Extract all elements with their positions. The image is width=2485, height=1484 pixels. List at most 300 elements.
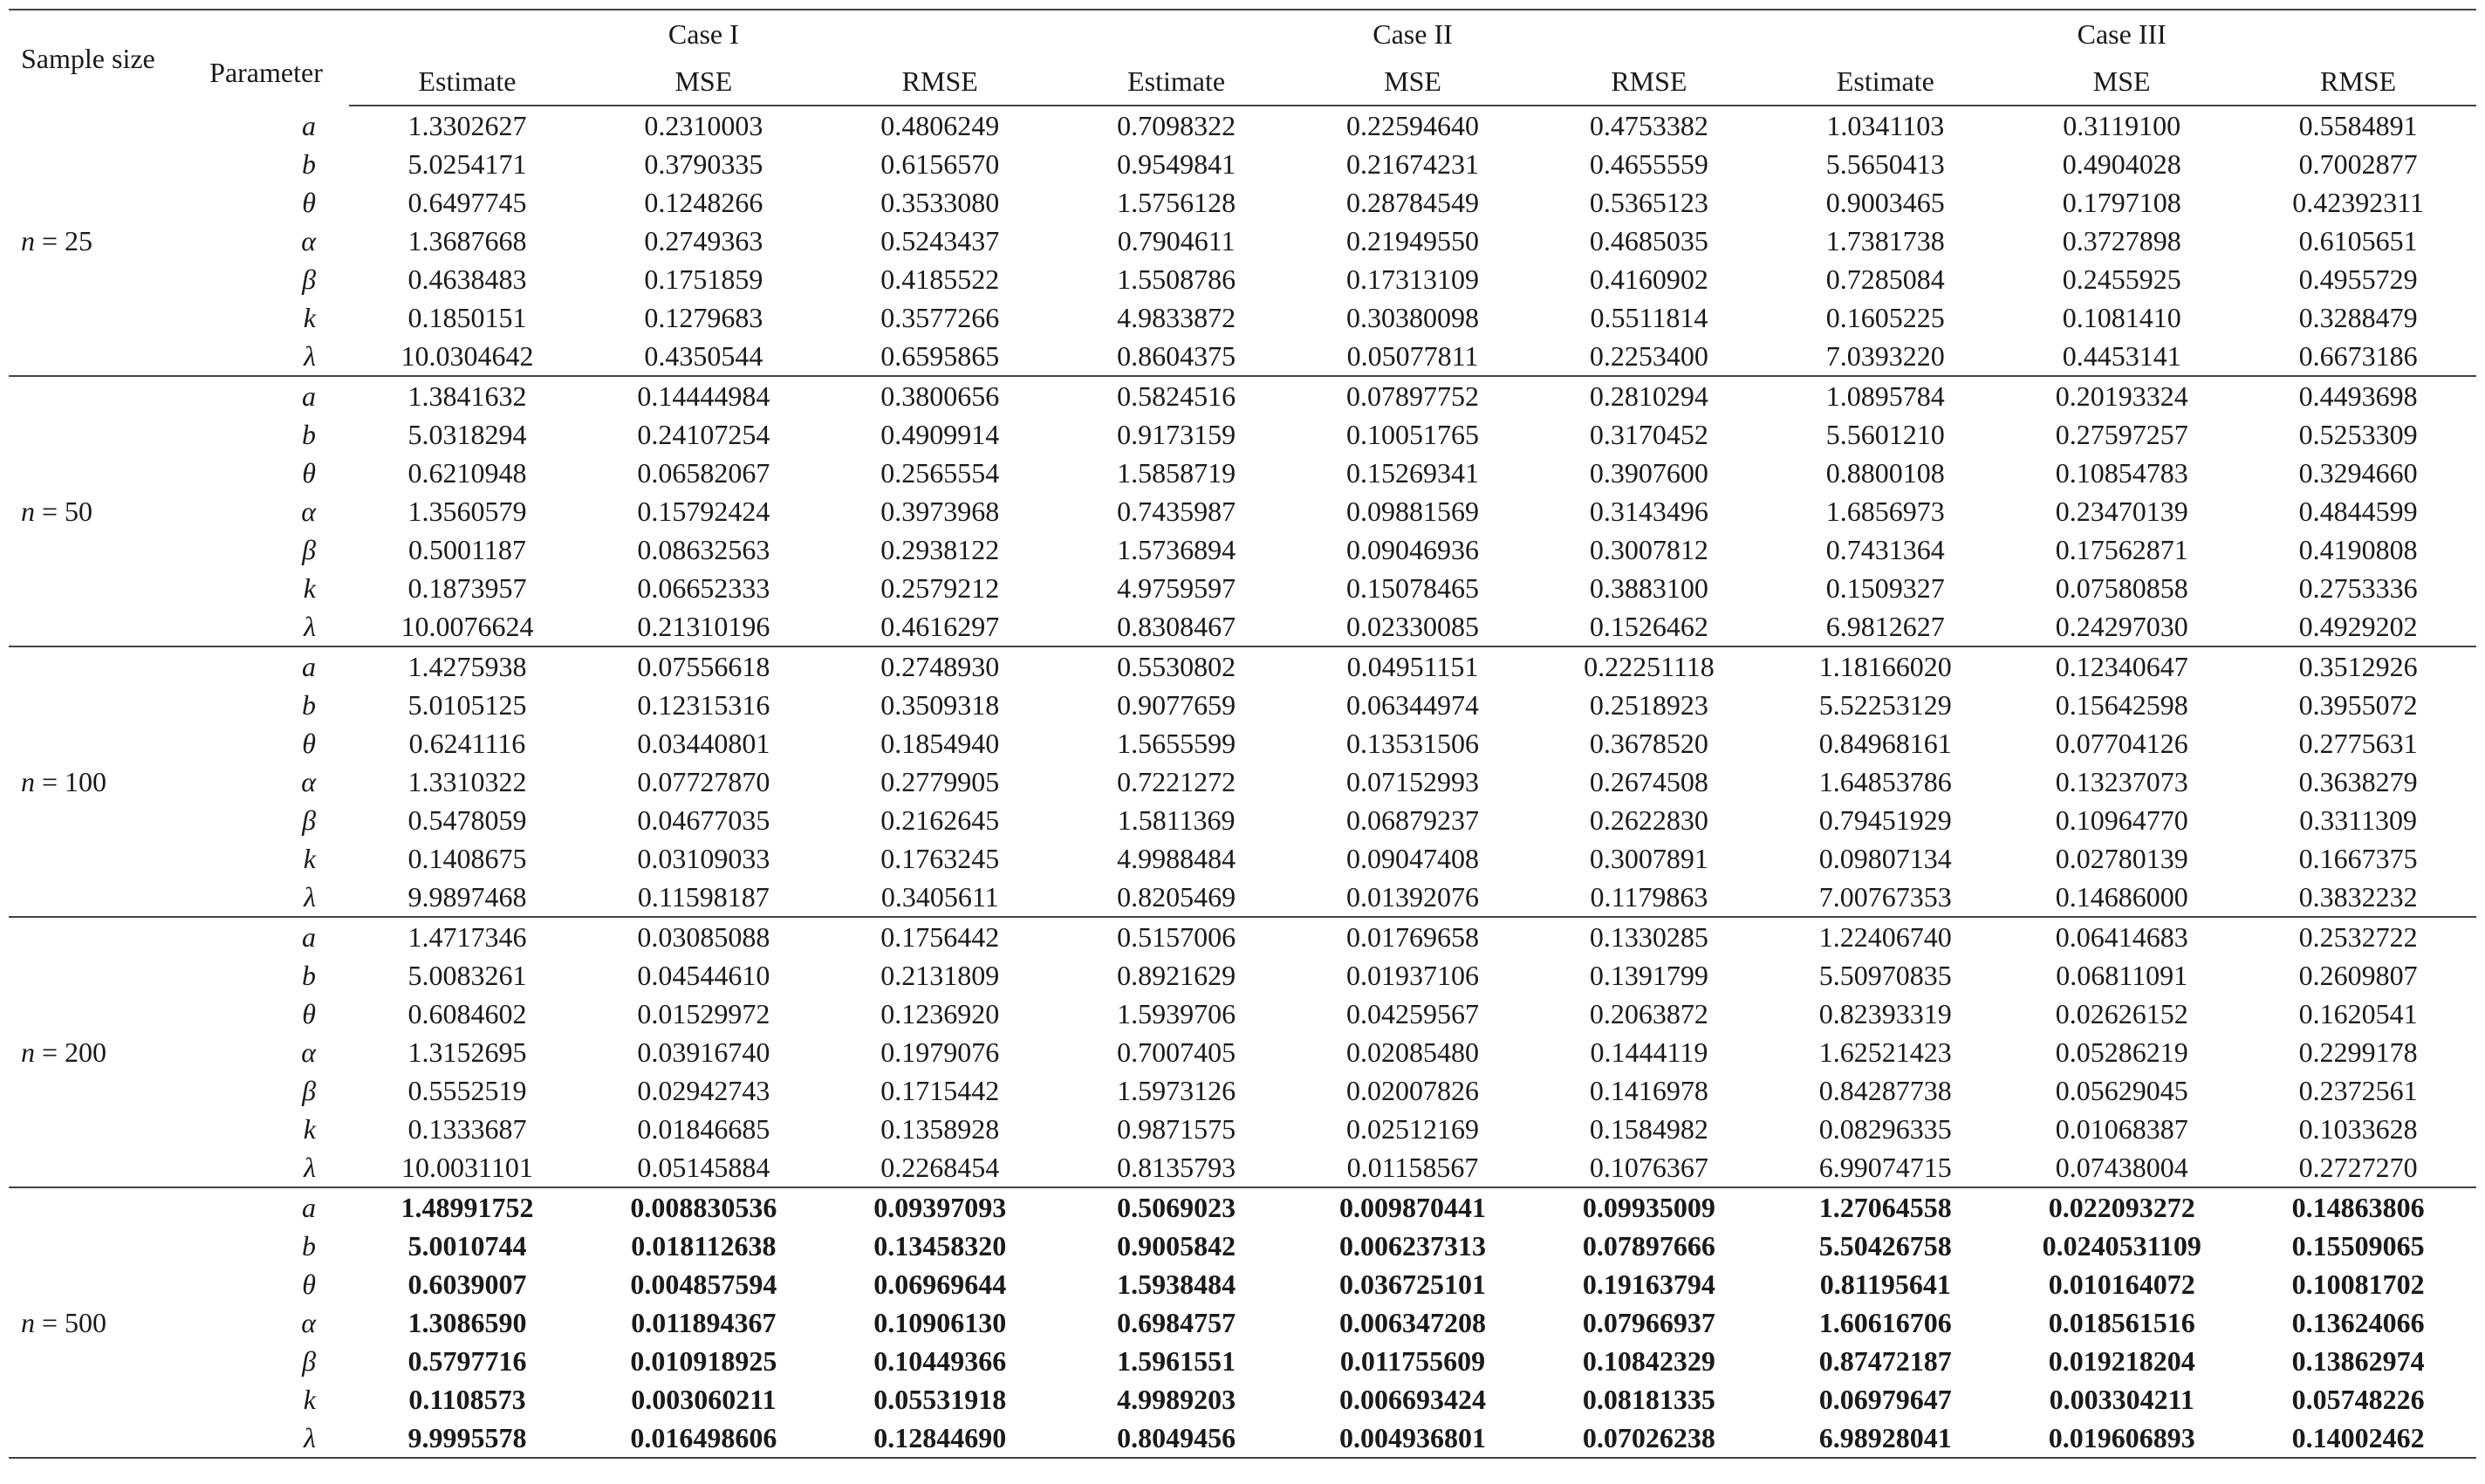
table-row xyxy=(9,1265,2476,1303)
parameter-cell: λ xyxy=(304,881,316,913)
value-cell: 0.8604375 xyxy=(1117,340,1236,372)
value-cell: 0.02085480 xyxy=(1346,1036,1479,1068)
value-cell: 7.0393220 xyxy=(1825,340,1945,372)
value-cell: 0.05531918 xyxy=(873,1384,1007,1415)
value-cell: 1.3560579 xyxy=(407,496,527,527)
value-cell: 9.9897468 xyxy=(407,881,527,913)
value-cell: 0.22251118 xyxy=(1584,651,1715,682)
value-cell: 0.7904611 xyxy=(1117,225,1236,256)
table-row xyxy=(9,1227,2476,1265)
sample-size-symbol: n xyxy=(21,766,35,797)
header-case-2: Case II xyxy=(1373,17,1453,50)
value-cell: 0.0240531109 xyxy=(2042,1230,2201,1262)
value-cell: 0.9549841 xyxy=(1117,148,1236,180)
value-cell: 0.08296335 xyxy=(1818,1113,1952,1145)
table-row xyxy=(9,956,2476,995)
parameter-cell: k xyxy=(303,1384,316,1415)
value-cell: 0.2727270 xyxy=(2298,1152,2418,1183)
value-cell: 1.3841632 xyxy=(407,380,527,412)
value-cell: 0.12340647 xyxy=(2055,651,2188,682)
sample-size-group xyxy=(9,646,2476,917)
value-cell: 0.5253309 xyxy=(2298,419,2418,450)
value-cell: 0.3119100 xyxy=(2063,110,2181,141)
table-header xyxy=(9,10,2476,106)
value-cell: 0.07704126 xyxy=(2055,728,2188,759)
value-cell: 0.09881569 xyxy=(1346,496,1479,527)
value-cell: 0.09047408 xyxy=(1346,843,1479,874)
value-cell: 0.84287738 xyxy=(1818,1075,1952,1106)
sample-size-value: = 500 xyxy=(35,1307,107,1338)
value-cell: 0.4655559 xyxy=(1589,148,1708,180)
value-cell: 0.4160902 xyxy=(1589,263,1708,295)
value-cell: 0.06582067 xyxy=(637,457,770,489)
value-cell: 0.2299178 xyxy=(2298,1036,2418,1068)
value-cell: 0.1444119 xyxy=(1590,1036,1708,1068)
value-cell: 0.07727870 xyxy=(637,766,770,797)
value-cell: 0.1333687 xyxy=(407,1113,527,1145)
value-cell: 0.1391799 xyxy=(1589,960,1708,991)
value-cell: 0.2253400 xyxy=(1589,340,1708,372)
value-cell: 5.50426758 xyxy=(1818,1230,1952,1262)
value-cell: 0.4493698 xyxy=(2298,380,2418,412)
sample-size-value: = 50 xyxy=(35,496,93,527)
value-cell: 0.2532722 xyxy=(2298,921,2418,953)
value-cell: 0.6241116 xyxy=(408,728,526,759)
value-cell: 0.01529972 xyxy=(637,998,770,1029)
header-rmse: RMSE xyxy=(822,58,1058,106)
parameter-cell: β xyxy=(302,804,316,836)
sample-size-cell xyxy=(9,106,183,376)
header-estimate: Estimate xyxy=(1767,58,2003,106)
value-cell: 1.27064558 xyxy=(1818,1192,1952,1223)
value-cell: 0.81195641 xyxy=(1819,1269,1951,1300)
value-cell: 1.5938484 xyxy=(1117,1269,1236,1300)
value-cell: 6.99074715 xyxy=(1818,1152,1952,1183)
value-cell: 0.6084602 xyxy=(407,998,527,1029)
value-cell: 0.03440801 xyxy=(637,728,770,759)
value-cell: 0.02942743 xyxy=(637,1075,770,1106)
value-cell: 0.30380098 xyxy=(1346,302,1479,333)
parameter-cell: β xyxy=(302,1345,316,1377)
simulation-results-table xyxy=(9,9,2476,1459)
value-cell: 0.2674508 xyxy=(1589,766,1708,797)
value-cell: 0.018112638 xyxy=(631,1230,777,1262)
value-cell: 0.13237073 xyxy=(2055,766,2188,797)
parameter-cell: θ xyxy=(302,1269,316,1300)
value-cell: 0.05145884 xyxy=(637,1152,770,1183)
sample-size-symbol: n xyxy=(21,224,35,256)
value-cell: 9.9995578 xyxy=(407,1422,527,1453)
value-cell: 0.6984757 xyxy=(1117,1307,1236,1338)
value-cell: 0.1358928 xyxy=(880,1113,1000,1145)
table-row xyxy=(9,1419,2476,1458)
value-cell: 0.5824516 xyxy=(1117,380,1236,412)
value-cell: 0.6595865 xyxy=(880,340,1000,372)
value-cell: 1.18166020 xyxy=(1818,651,1952,682)
parameter-cell: b xyxy=(302,419,316,450)
value-cell: 0.17562871 xyxy=(2055,534,2188,565)
value-cell: 0.6673186 xyxy=(2298,340,2418,372)
value-cell: 0.2063872 xyxy=(1589,998,1708,1029)
value-cell: 0.10081702 xyxy=(2291,1269,2425,1300)
value-cell: 0.5797716 xyxy=(407,1345,527,1377)
value-cell: 0.1408675 xyxy=(407,843,527,874)
value-cell: 0.5511814 xyxy=(1590,302,1708,333)
header-mse: MSE xyxy=(585,58,822,106)
parameter-cell: a xyxy=(302,1192,316,1223)
value-cell: 0.3294660 xyxy=(2298,457,2418,489)
sample-size-group xyxy=(9,1187,2476,1458)
parameter-cell: a xyxy=(302,109,316,141)
value-cell: 5.0010744 xyxy=(407,1230,527,1262)
value-cell: 0.4909914 xyxy=(880,419,1000,450)
value-cell: 0.4638483 xyxy=(407,263,527,295)
table-row xyxy=(9,1187,2476,1227)
value-cell: 0.010164072 xyxy=(2048,1269,2195,1300)
header-row-cases xyxy=(9,10,2476,58)
value-cell: 0.06811091 xyxy=(2056,960,2188,991)
value-cell: 0.2131809 xyxy=(880,960,1000,991)
value-cell: 6.9812627 xyxy=(1825,611,1945,642)
value-cell: 0.7431364 xyxy=(1825,534,1945,565)
value-cell: 0.3170452 xyxy=(1589,419,1708,450)
value-cell: 10.0076624 xyxy=(400,611,534,642)
value-cell: 0.6497745 xyxy=(407,187,527,218)
parameter-cell: λ xyxy=(304,340,316,372)
value-cell: 0.2455925 xyxy=(2062,263,2181,295)
value-cell: 0.08632563 xyxy=(637,534,770,565)
value-cell: 0.07580858 xyxy=(2055,572,2188,604)
value-cell: 5.52253129 xyxy=(1818,689,1952,721)
value-cell: 10.0304642 xyxy=(400,340,534,372)
value-cell: 0.07897752 xyxy=(1346,380,1479,412)
value-cell: 0.7002877 xyxy=(2298,148,2418,180)
table-row xyxy=(9,1148,2476,1187)
value-cell: 0.1797108 xyxy=(2062,187,2181,218)
value-cell: 0.3907600 xyxy=(1589,457,1708,489)
value-cell: 0.9173159 xyxy=(1117,419,1236,450)
value-cell: 0.28784549 xyxy=(1346,187,1479,218)
value-cell: 0.3832232 xyxy=(2298,881,2418,913)
header-row-metrics xyxy=(9,58,2476,106)
table-row xyxy=(9,106,2476,145)
table-row xyxy=(9,337,2476,376)
value-cell: 0.5530802 xyxy=(1117,651,1236,682)
value-cell: 0.14863806 xyxy=(2291,1192,2425,1223)
value-cell: 0.27597257 xyxy=(2055,419,2188,450)
parameter-cell: β xyxy=(302,534,316,565)
value-cell: 0.13862974 xyxy=(2291,1345,2425,1377)
value-cell: 0.1850151 xyxy=(407,302,527,333)
value-cell: 0.3143496 xyxy=(1589,496,1708,527)
value-cell: 10.0031101 xyxy=(401,1152,533,1183)
value-cell: 1.7381738 xyxy=(1825,225,1945,256)
value-cell: 0.01158567 xyxy=(1346,1152,1479,1183)
table-row xyxy=(9,1380,2476,1419)
value-cell: 0.7221272 xyxy=(1117,766,1236,797)
table-row xyxy=(9,454,2476,492)
header-rmse: RMSE xyxy=(1530,58,1767,106)
value-cell: 1.5655599 xyxy=(1117,728,1236,759)
value-cell: 0.3727898 xyxy=(2062,225,2181,256)
value-cell: 0.2565554 xyxy=(880,457,1000,489)
value-cell: 0.09807134 xyxy=(1818,843,1952,874)
value-cell: 0.2753336 xyxy=(2298,572,2418,604)
parameter-cell: k xyxy=(303,302,316,333)
parameter-cell: θ xyxy=(302,728,316,759)
parameter-cell: λ xyxy=(304,611,316,642)
parameter-cell: λ xyxy=(304,1422,316,1453)
value-cell: 0.1854940 xyxy=(880,728,1000,759)
sample-size-symbol: n xyxy=(21,1307,35,1338)
value-cell: 0.3678520 xyxy=(1589,728,1708,759)
value-cell: 0.1179863 xyxy=(1590,881,1708,913)
parameter-cell: b xyxy=(302,960,316,991)
value-cell: 0.1763245 xyxy=(880,843,1000,874)
table-row xyxy=(9,878,2476,917)
value-cell: 0.15792424 xyxy=(637,496,770,527)
value-cell: 1.48991752 xyxy=(400,1192,534,1223)
value-cell: 4.9989203 xyxy=(1117,1384,1236,1415)
table-row xyxy=(9,145,2476,183)
value-cell: 0.004936801 xyxy=(1339,1422,1486,1453)
value-cell: 1.5961551 xyxy=(1117,1345,1236,1377)
value-cell: 7.00767353 xyxy=(1818,881,1952,913)
value-cell: 1.6856973 xyxy=(1825,496,1945,527)
value-cell: 0.05629045 xyxy=(2055,1075,2188,1106)
header-estimate: Estimate xyxy=(1058,58,1295,106)
value-cell: 0.14444984 xyxy=(637,380,770,412)
table-row xyxy=(9,724,2476,763)
sample-size-symbol: n xyxy=(21,1036,35,1068)
value-cell: 0.7098322 xyxy=(1117,110,1236,141)
value-cell: 0.4929202 xyxy=(2298,611,2418,642)
value-cell: 1.5811369 xyxy=(1117,804,1236,836)
value-cell: 0.2518923 xyxy=(1589,689,1708,721)
value-cell: 0.05077811 xyxy=(1346,340,1479,372)
value-cell: 0.3533080 xyxy=(880,187,1000,218)
value-cell: 0.06344974 xyxy=(1346,689,1479,721)
value-cell: 0.9003465 xyxy=(1825,187,1945,218)
value-cell: 0.23470139 xyxy=(2055,496,2188,527)
value-cell: 0.02330085 xyxy=(1346,611,1479,642)
value-cell: 1.5508786 xyxy=(1117,263,1236,295)
value-cell: 1.3310322 xyxy=(407,766,527,797)
value-cell: 0.1248266 xyxy=(644,187,763,218)
value-cell: 0.5001187 xyxy=(408,534,526,565)
table-row xyxy=(9,1303,2476,1342)
parameter-cell: α xyxy=(301,1307,316,1338)
value-cell: 0.1751859 xyxy=(644,263,763,295)
value-cell: 0.8308467 xyxy=(1117,611,1236,642)
parameter-cell: k xyxy=(303,843,316,874)
value-cell: 0.03109033 xyxy=(637,843,770,874)
value-cell: 0.7007405 xyxy=(1117,1036,1236,1068)
value-cell: 0.036725101 xyxy=(1339,1269,1486,1300)
value-cell: 0.04677035 xyxy=(637,804,770,836)
value-cell: 0.07152993 xyxy=(1346,766,1479,797)
value-cell: 0.21310196 xyxy=(637,611,770,642)
parameter-cell: a xyxy=(302,921,316,953)
value-cell: 0.4806249 xyxy=(880,110,1000,141)
value-cell: 0.8135793 xyxy=(1117,1152,1236,1183)
value-cell: 0.6156570 xyxy=(880,148,1000,180)
value-cell: 0.008830536 xyxy=(630,1192,777,1223)
parameter-cell: α xyxy=(301,496,316,527)
value-cell: 0.1715442 xyxy=(880,1075,1000,1106)
value-cell: 0.5478059 xyxy=(407,804,527,836)
sample-size-value: = 200 xyxy=(35,1036,107,1068)
value-cell: 0.2748930 xyxy=(880,651,1000,682)
header-estimate: Estimate xyxy=(349,58,585,106)
parameter-cell: α xyxy=(301,225,316,256)
value-cell: 0.79451929 xyxy=(1818,804,1952,836)
value-cell: 0.07026238 xyxy=(1582,1422,1715,1453)
value-cell: 0.1279683 xyxy=(644,302,763,333)
value-cell: 0.07556618 xyxy=(637,651,770,682)
header-rmse: RMSE xyxy=(2240,58,2476,106)
value-cell: 0.3405611 xyxy=(880,881,999,913)
parameter-cell: β xyxy=(302,263,316,295)
value-cell: 6.98928041 xyxy=(1818,1422,1952,1453)
value-cell: 1.5756128 xyxy=(1117,187,1236,218)
table-row xyxy=(9,1071,2476,1110)
table-row xyxy=(9,763,2476,801)
value-cell: 5.50970835 xyxy=(1818,960,1952,991)
header-mse: MSE xyxy=(1295,58,1531,106)
value-cell: 0.06652333 xyxy=(637,572,770,604)
value-cell: 0.1620541 xyxy=(2298,998,2418,1029)
value-cell: 0.1236920 xyxy=(880,998,1000,1029)
value-cell: 1.5939706 xyxy=(1117,998,1236,1029)
value-cell: 1.5858719 xyxy=(1117,457,1236,489)
value-cell: 0.7285084 xyxy=(1825,263,1945,295)
value-cell: 0.4904028 xyxy=(2062,148,2181,180)
value-cell: 0.4685035 xyxy=(1589,225,1708,256)
value-cell: 0.011894367 xyxy=(631,1307,777,1338)
value-cell: 0.2162645 xyxy=(880,804,1000,836)
value-cell: 1.22406740 xyxy=(1818,921,1952,953)
value-cell: 0.02780139 xyxy=(2055,843,2188,874)
value-cell: 0.2372561 xyxy=(2298,1075,2418,1106)
table-row xyxy=(9,260,2476,298)
value-cell: 1.3152695 xyxy=(407,1036,527,1068)
value-cell: 0.07438004 xyxy=(2055,1152,2188,1183)
table-row xyxy=(9,646,2476,686)
value-cell: 0.4350544 xyxy=(644,340,763,372)
table-row xyxy=(9,530,2476,569)
value-cell: 0.84968161 xyxy=(1818,728,1952,759)
value-cell: 0.2810294 xyxy=(1589,380,1708,412)
value-cell: 0.5243437 xyxy=(880,225,1000,256)
value-cell: 0.10964770 xyxy=(2055,804,2188,836)
value-cell: 0.2779905 xyxy=(880,766,1000,797)
value-cell: 0.1509327 xyxy=(1825,572,1945,604)
value-cell: 5.0105125 xyxy=(407,689,527,721)
value-cell: 0.06879237 xyxy=(1346,804,1479,836)
value-cell: 0.3311309 xyxy=(2299,804,2417,836)
value-cell: 0.17313109 xyxy=(1346,263,1479,295)
value-cell: 0.04259567 xyxy=(1346,998,1479,1029)
value-cell: 1.3302627 xyxy=(407,110,527,141)
value-cell: 0.2268454 xyxy=(880,1152,1000,1183)
value-cell: 0.12315316 xyxy=(637,689,770,721)
value-cell: 0.1667375 xyxy=(2298,843,2418,874)
value-cell: 0.01769658 xyxy=(1346,921,1479,953)
value-cell: 0.1081410 xyxy=(2062,302,2181,333)
value-cell: 0.03085088 xyxy=(637,921,770,953)
value-cell: 1.0895784 xyxy=(1825,380,1945,412)
value-cell: 0.5365123 xyxy=(1589,187,1708,218)
value-cell: 0.01392076 xyxy=(1346,881,1479,913)
value-cell: 1.5736894 xyxy=(1117,534,1236,565)
value-cell: 0.4955729 xyxy=(2298,263,2418,295)
parameter-cell: b xyxy=(302,689,316,721)
table-row xyxy=(9,183,2476,222)
value-cell: 0.15509065 xyxy=(2291,1230,2425,1262)
value-cell: 0.5157006 xyxy=(1117,921,1236,953)
value-cell: 0.24297030 xyxy=(2055,611,2188,642)
value-cell: 0.12844690 xyxy=(873,1422,1007,1453)
value-cell: 0.3955072 xyxy=(2298,689,2418,721)
value-cell: 0.6039007 xyxy=(407,1269,527,1300)
value-cell: 0.006347208 xyxy=(1339,1307,1486,1338)
header-mse: MSE xyxy=(2003,58,2240,106)
value-cell: 1.0341103 xyxy=(1826,110,1945,141)
value-cell: 5.0318294 xyxy=(407,419,527,450)
sample-size-value: = 25 xyxy=(35,224,93,256)
value-cell: 0.9005842 xyxy=(1117,1230,1236,1262)
value-cell: 0.1416978 xyxy=(1589,1075,1708,1106)
value-cell: 0.01846685 xyxy=(637,1113,770,1145)
parameter-cell: a xyxy=(302,380,316,412)
parameter-cell: θ xyxy=(302,457,316,489)
value-cell: 4.9988484 xyxy=(1117,843,1236,874)
value-cell: 0.019606893 xyxy=(2048,1422,2195,1453)
value-cell: 1.4275938 xyxy=(407,651,527,682)
value-cell: 0.2749363 xyxy=(644,225,763,256)
table-row xyxy=(9,569,2476,607)
table-row xyxy=(9,376,2476,415)
value-cell: 0.009870441 xyxy=(1339,1192,1486,1223)
table-row xyxy=(9,995,2476,1033)
value-cell: 0.010918925 xyxy=(630,1345,777,1377)
value-cell: 0.21949550 xyxy=(1346,225,1479,256)
value-cell: 1.60616706 xyxy=(1818,1307,1952,1338)
value-cell: 0.07897666 xyxy=(1582,1230,1715,1262)
value-cell: 0.05286219 xyxy=(2055,1036,2188,1068)
value-cell: 0.3512926 xyxy=(2298,651,2418,682)
value-cell: 0.2609807 xyxy=(2298,960,2418,991)
value-cell: 0.02626152 xyxy=(2055,998,2188,1029)
sample-size-cell xyxy=(9,376,183,646)
value-cell: 0.13458320 xyxy=(873,1230,1007,1262)
value-cell: 0.4190808 xyxy=(2298,534,2418,565)
header-case-1: Case I xyxy=(667,17,739,50)
value-cell: 0.05748226 xyxy=(2291,1384,2425,1415)
value-cell: 0.10842329 xyxy=(1582,1345,1715,1377)
value-cell: 0.2310003 xyxy=(644,110,763,141)
value-cell: 0.10854783 xyxy=(2055,457,2188,489)
value-cell: 0.06969644 xyxy=(873,1269,1007,1300)
value-cell: 1.3687668 xyxy=(407,225,527,256)
value-cell: 0.01937106 xyxy=(1346,960,1479,991)
value-cell: 0.5069023 xyxy=(1117,1192,1236,1223)
table-row xyxy=(9,1342,2476,1380)
value-cell: 0.1526462 xyxy=(1589,611,1708,642)
value-cell: 0.3883100 xyxy=(1589,572,1708,604)
value-cell: 0.022093272 xyxy=(2048,1192,2195,1223)
